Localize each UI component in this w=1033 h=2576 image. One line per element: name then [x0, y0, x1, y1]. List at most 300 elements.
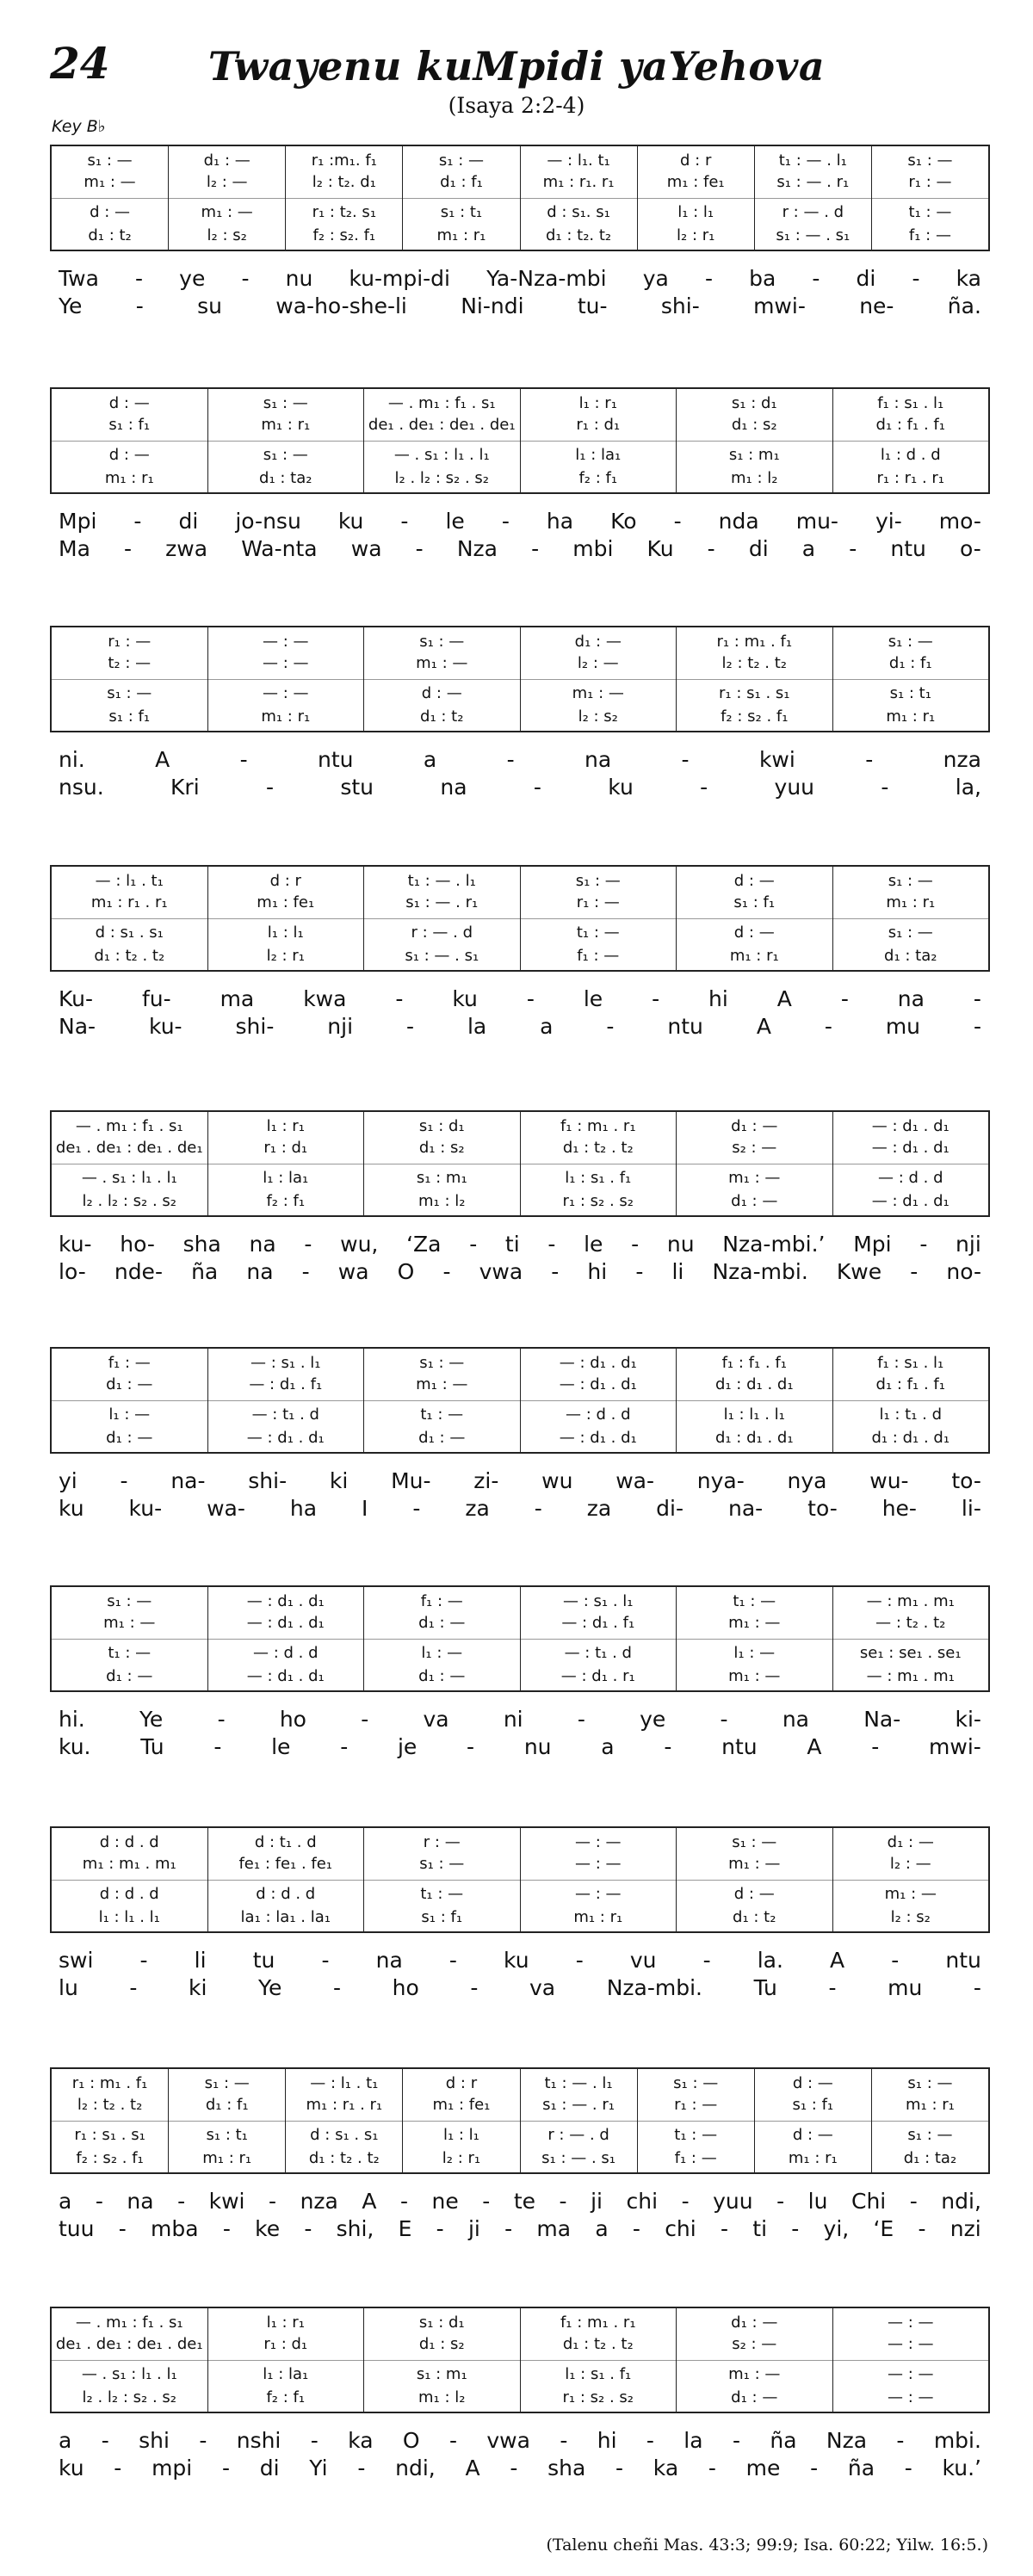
measure: [833, 2308, 989, 2412]
alto-notes: d₁ : f₁ . f₁: [875, 416, 945, 434]
alto-notes: — : d₁ . f₁: [561, 1614, 635, 1632]
lyric-syllable: di: [856, 266, 876, 291]
lyric-syllable: kwi: [208, 2189, 245, 2214]
lyric-syllable: A: [362, 2189, 377, 2214]
bass-notes: s₁ : — . s₁: [405, 947, 479, 965]
lyric-syllable: ña.: [947, 293, 981, 318]
bass-notes: f₂ : s₂. f₁: [312, 226, 376, 244]
lyric-line-verse-1: [59, 2188, 981, 2215]
bass-notes: f₁ : —: [674, 2149, 717, 2167]
soprano-notes: s₁ : —: [888, 872, 933, 890]
lyric-line-verse-1: [59, 1467, 981, 1495]
lyric-syllable: Wa-nta: [241, 536, 318, 561]
lyric-syllable: yi: [59, 1468, 77, 1493]
soprano-notes: — : d₁ . d₁: [871, 1117, 949, 1135]
bass-notes: l₂ . l₂ : s₂ . s₂: [394, 469, 489, 487]
lyric-syllable: ku-: [128, 1496, 163, 1521]
solfa-staff: [50, 865, 990, 972]
lyric-syllable: la: [684, 2428, 703, 2453]
tenor-notes: — : t₁ . d: [251, 1405, 319, 1424]
lyric-syllable: ‘Za: [406, 1232, 442, 1257]
measure: [638, 146, 755, 250]
lyric-syllable: ke: [255, 2216, 281, 2241]
lyric-syllable: -: [720, 1707, 728, 1732]
lyric-syllable: lu: [807, 2189, 828, 2214]
bass-notes: f₁ : —: [908, 226, 951, 244]
alto-notes: d₁ : s₂: [418, 2335, 465, 2353]
lyric-syllable: -: [442, 1259, 451, 1284]
lyric-line-verse-1: [59, 1706, 981, 1733]
alto-notes: s₂ : —: [732, 1139, 777, 1157]
bass-notes: d₁ : t₂. t₂: [545, 226, 612, 244]
lyric-syllable: tu-: [577, 293, 608, 318]
soprano-notes: — . m₁ : f₁ . s₁: [387, 394, 496, 412]
alto-notes: s₁ : f₁: [733, 893, 776, 911]
measure: [52, 2308, 208, 2412]
tenor-notes: d : —: [90, 203, 131, 221]
measure: [833, 867, 989, 970]
soprano-notes: — . m₁ : f₁ . s₁: [75, 1117, 183, 1135]
lyric-syllable: nshi: [236, 2428, 281, 2453]
alto-notes: s₁ : — . r₁: [405, 893, 479, 911]
lyric-syllable: -: [321, 1948, 330, 1973]
soprano-notes: d : —: [733, 872, 775, 890]
lyric-syllable: me: [745, 2456, 781, 2480]
soprano-notes: f₁ : m₁ . r₁: [560, 2313, 636, 2332]
lyric-syllable: tu: [252, 1948, 275, 1973]
tenor-notes: t₁ : —: [420, 1405, 464, 1424]
lyric-line-verse-1: [59, 265, 981, 293]
bass-notes: l₂ : r₁: [442, 2149, 481, 2167]
lyric-line-verse-2: [59, 1013, 981, 1041]
bass-notes: d₁ : ta₂: [903, 2149, 957, 2167]
lyric-line-verse-1: [59, 508, 981, 535]
lyric-syllable: Kwe: [836, 1259, 882, 1284]
solfa-staff: [50, 1110, 990, 1217]
lyric-syllable: -: [405, 1014, 414, 1039]
bass-notes: — : —: [887, 2388, 934, 2406]
bass-notes: la₁ : la₁ . la₁: [240, 1908, 331, 1926]
soprano-notes: s₁ : d₁: [418, 2313, 465, 2332]
lyric-syllable: -: [120, 1468, 128, 1493]
tenor-notes: l₁ : la₁: [263, 1169, 309, 1187]
lyric-syllable: na-: [170, 1468, 206, 1493]
lyric-syllable: -: [912, 266, 920, 291]
measure: [755, 2069, 872, 2172]
lyric-syllable: hi: [587, 1259, 608, 1284]
alto-notes: d₁ : s₂: [418, 1139, 465, 1157]
lyric-syllable: -: [732, 2428, 740, 2453]
lyric-syllable: ku: [337, 509, 364, 534]
lyric-syllable: na-: [727, 1496, 764, 1521]
tenor-notes: — : d . d: [877, 1169, 943, 1187]
soprano-notes: d₁ : —: [574, 633, 622, 651]
alto-notes: s₁ : f₁: [108, 416, 151, 434]
lyric-syllable: -: [526, 986, 535, 1011]
measure: [677, 1112, 833, 1215]
lyric-syllable: -: [129, 1975, 138, 2000]
alto-notes: l₂ : —: [577, 654, 619, 672]
measure: [872, 146, 988, 250]
bass-notes: r₁ : s₂ . s₂: [562, 2388, 634, 2406]
soprano-notes: s₁ : —: [732, 1833, 777, 1851]
lyric-syllable: A: [155, 747, 170, 772]
lyric-syllable: ji: [467, 2216, 480, 2241]
lyric-syllable: -: [652, 986, 660, 1011]
lyric-syllable: vu: [629, 1948, 657, 1973]
tenor-notes: l₁ : la₁: [263, 2365, 309, 2383]
bass-notes: s₁ : — . s₁: [776, 226, 851, 244]
measure: [52, 1828, 208, 1931]
lyric-syllable: Mu-: [391, 1468, 431, 1493]
lyric-syllable: Mpi: [853, 1232, 892, 1257]
lyric-syllable: -: [501, 509, 510, 534]
lyric-syllable: ti: [752, 2216, 768, 2241]
measure: [364, 1112, 521, 1215]
soprano-notes: — : d₁ . d₁: [246, 1592, 325, 1610]
lyric-syllable: di-: [656, 1496, 684, 1521]
alto-notes: m₁ : —: [103, 1614, 156, 1632]
alto-notes: d₁ : f₁ . f₁: [875, 1375, 945, 1393]
lyric-syllable: Ku-: [59, 986, 94, 1011]
soprano-notes: s₁ : —: [107, 1592, 152, 1610]
lyric-syllable: Ye: [59, 293, 83, 318]
soprano-notes: — . m₁ : f₁ . s₁: [75, 2313, 183, 2332]
lyric-syllable: mba: [151, 2216, 199, 2241]
bass-notes: r₁ : s₂ . s₂: [562, 1192, 634, 1210]
lyric-syllable: -: [910, 1259, 919, 1284]
lyric-syllable: chi: [665, 2216, 696, 2241]
lyric-syllable: Ma: [59, 536, 90, 561]
measure: [364, 867, 521, 970]
lyric-syllable: li: [671, 1259, 684, 1284]
lyric-syllable: -: [304, 1232, 312, 1257]
lyric-syllable: jo-nsu: [235, 509, 301, 534]
lyric-syllable: nsu.: [59, 775, 104, 800]
lyric-syllable: ntu: [318, 747, 354, 772]
tenor-notes: s₁ : —: [107, 684, 152, 702]
bass-notes: l₂ . l₂ : s₂ . s₂: [82, 1192, 176, 1210]
tenor-notes: l₁ : l₁: [267, 924, 304, 942]
lyric-syllable: shi-: [248, 1468, 288, 1493]
lyric-syllable: -: [531, 536, 540, 561]
measure: [521, 389, 677, 492]
tenor-notes: r : — . d: [411, 924, 473, 942]
bass-notes: — : d₁ . r₁: [560, 1667, 635, 1685]
lyric-syllable: chi: [626, 2189, 659, 2214]
alto-notes: m₁ : fe₁: [257, 893, 315, 911]
lyric-syllable: ka: [348, 2428, 374, 2453]
lyric-syllable: Ye: [139, 1707, 164, 1732]
alto-notes: t₂ : —: [108, 654, 152, 672]
bass-notes: m₁ : l₂: [731, 469, 778, 487]
bass-notes: l₂ : s₂: [578, 707, 618, 726]
soprano-notes: — : —: [574, 1833, 622, 1851]
lyric-syllable: -: [704, 266, 713, 291]
lyric-syllable: na: [246, 1259, 274, 1284]
lyric-line-verse-1: [59, 1947, 981, 1974]
lyric-syllable: wa-: [615, 1468, 654, 1493]
lyric-syllable: hi.: [59, 1707, 85, 1732]
soprano-notes: d₁ : —: [203, 151, 251, 170]
soprano-notes: r₁ : m₁ . f₁: [71, 2074, 148, 2092]
lyric-syllable: -: [840, 986, 849, 1011]
alto-notes: d₁ : —: [106, 1375, 153, 1393]
measure: [521, 146, 638, 250]
lyric-syllable: -: [412, 1496, 421, 1521]
alto-notes: — : d₁ . d₁: [559, 1375, 637, 1393]
bass-notes: m₁ : r₁: [202, 2149, 252, 2167]
lyric-syllable: va: [423, 1707, 449, 1732]
lyric-syllable: hi: [597, 2428, 617, 2453]
lyric-syllable: le: [584, 1232, 603, 1257]
lyric-syllable: wu-: [869, 1468, 909, 1493]
bass-notes: m₁ : r₁: [886, 707, 936, 726]
lyric-syllable: vwa: [486, 2428, 530, 2453]
tenor-notes: l₁ : l₁: [677, 203, 714, 221]
bass-notes: s₁ : — . s₁: [541, 2149, 615, 2167]
lyric-syllable: to-: [807, 1496, 838, 1521]
lyric-syllable: mu-: [795, 509, 838, 534]
bass-notes: l₁ : l₁ . l₁: [98, 1908, 160, 1926]
lyric-syllable: la.: [757, 1948, 783, 1973]
alto-notes: r₁ : —: [674, 2096, 718, 2114]
tenor-notes: l₁ : —: [733, 1644, 776, 1662]
lyric-syllable: Ye: [258, 1975, 282, 2000]
lyric-syllable: ki: [329, 1468, 349, 1493]
alto-notes: s₁ : — . r₁: [542, 2096, 615, 2114]
lyric-line-verse-2: [59, 535, 981, 563]
lyric-syllable: nu: [666, 1232, 695, 1257]
alto-notes: d₁ : s₂: [731, 416, 777, 434]
lyric-syllable: ku-mpi-di: [349, 266, 450, 291]
lyric-syllable: ho: [392, 1975, 419, 2000]
lyric-syllable: -: [213, 1734, 222, 1759]
scripture-reference: (Isaya 2:2-4): [448, 93, 585, 118]
song-number: 24: [50, 38, 110, 89]
bass-notes: d₁ : d₁ . d₁: [714, 1429, 794, 1447]
soprano-notes: s₁ : —: [204, 2074, 250, 2092]
bass-notes: m₁ : l₂: [418, 2388, 466, 2406]
lyric-syllable: Ku: [646, 536, 674, 561]
lyric-syllable: ku.’: [942, 2456, 981, 2480]
soprano-notes: d : d . d: [99, 1833, 159, 1851]
bass-notes: d₁ : d₁ . d₁: [871, 1429, 950, 1447]
lyric-syllable: na: [782, 1707, 809, 1732]
alto-notes: d₁ : —: [418, 1614, 466, 1632]
lyric-syllable: lo-: [59, 1259, 86, 1284]
bass-notes: f₁ : —: [577, 947, 620, 965]
bass-notes: — : m₁ . m₁: [866, 1667, 955, 1685]
lyric-syllable: -: [791, 2216, 800, 2241]
tenor-notes: — . s₁ : l₁ . l₁: [81, 2365, 177, 2383]
lyric-syllable: -: [849, 536, 857, 561]
bass-notes: d₁ : —: [106, 1667, 153, 1685]
measure: [364, 1587, 521, 1690]
tenor-notes: d : —: [733, 1885, 775, 1903]
lyric-syllable: ki-: [955, 1707, 981, 1732]
soprano-notes: t₁ : — . l₁: [544, 2074, 613, 2092]
lyric-syllable: -: [222, 2216, 231, 2241]
tenor-notes: — . s₁ : l₁ . l₁: [393, 446, 490, 464]
measure: [521, 1112, 677, 1215]
alto-notes: m₁ : —: [416, 1375, 468, 1393]
measure: [521, 2069, 638, 2172]
alto-notes: m₁ : —: [84, 173, 136, 191]
lyric-syllable: yuu: [774, 775, 815, 800]
solfa-staff: [50, 2307, 990, 2413]
lyric-syllable: nji: [327, 1014, 354, 1039]
tenor-notes: se₁ : se₁ . se₁: [859, 1644, 962, 1662]
tenor-notes: r₁ : t₂. s₁: [312, 203, 377, 221]
lyric-syllable: a: [423, 747, 437, 772]
alto-notes: d₁ : f₁: [888, 654, 932, 672]
soprano-notes: — : m₁ . m₁: [866, 1592, 955, 1610]
tenor-notes: t₁ : —: [576, 924, 620, 942]
bass-notes: r₁ : r₁ . r₁: [876, 469, 945, 487]
soprano-notes: t₁ : — . l₁: [407, 872, 476, 890]
lyric-syllable: -: [577, 1707, 585, 1732]
lyric-syllable: -: [304, 2216, 312, 2241]
lyric-syllable: to-: [951, 1468, 981, 1493]
soprano-notes: s₁ : —: [575, 872, 621, 890]
lyric-syllable: -: [95, 2189, 103, 2214]
measure: [677, 389, 833, 492]
measure: [755, 146, 872, 250]
lyric-syllable: -: [269, 2189, 277, 2214]
lyric-line-verse-1: [59, 2427, 981, 2455]
lyric-syllable: a: [801, 536, 816, 561]
lyric-syllable: -: [221, 2456, 230, 2480]
lyric-syllable: za: [465, 1496, 490, 1521]
lyric-syllable: -: [400, 509, 409, 534]
tenor-notes: d : d . d: [99, 1885, 159, 1903]
soprano-notes: f₁ : m₁ . r₁: [560, 1117, 636, 1135]
soprano-notes: r₁ : —: [108, 633, 152, 651]
lyric-line-verse-1: [59, 1231, 981, 1258]
lyric-syllable: -: [301, 1259, 310, 1284]
lyric-syllable: -: [239, 747, 248, 772]
measure: [52, 389, 208, 492]
tenor-notes: — : —: [262, 684, 309, 702]
tenor-notes: m₁ : —: [572, 684, 624, 702]
tenor-notes: — : d . d: [252, 1644, 319, 1662]
lyric-syllable: Ya-Nza-mbi: [486, 266, 607, 291]
soprano-notes: s₁ : —: [673, 2074, 719, 2092]
soprano-notes: d : —: [108, 394, 150, 412]
lyric-syllable: ku: [504, 1948, 529, 1973]
lyric-syllable: O: [402, 2428, 420, 2453]
lyric-syllable: ye: [640, 1707, 666, 1732]
measure: [677, 867, 833, 970]
tenor-notes: s₁ : m₁: [416, 1169, 467, 1187]
soprano-notes: d : —: [792, 2074, 833, 2092]
tenor-notes: t₁ : —: [908, 203, 952, 221]
lyric-syllable: -: [139, 1948, 148, 1973]
tenor-notes: — : t₁ . d: [564, 1644, 632, 1662]
solfa-staff: [50, 1347, 990, 1454]
lyric-syllable: A: [756, 1014, 771, 1039]
lyric-syllable: Nza-mbi.: [712, 1259, 808, 1284]
lyric-syllable: shi-: [235, 1014, 275, 1039]
alto-notes: de₁ . de₁ : de₁ . de₁: [368, 416, 516, 434]
lyric-syllable: -: [891, 1948, 900, 1973]
bass-notes: l₂ : s₂: [207, 226, 247, 244]
lyric-syllable: ne: [431, 2189, 459, 2214]
tenor-notes: t₁ : —: [420, 1885, 464, 1903]
bass-notes: — : d₁ . d₁: [246, 1667, 325, 1685]
alto-notes: d₁ : d₁ . d₁: [714, 1375, 794, 1393]
lyric-syllable: -: [340, 1734, 349, 1759]
tenor-notes: s₁ : —: [907, 2126, 953, 2144]
lyric-syllable: wa-ho-she-li: [275, 293, 407, 318]
soprano-notes: d : t₁ . d: [254, 1833, 317, 1851]
lyric-syllable: na: [897, 986, 925, 1011]
alto-notes: — : d₁ . d₁: [246, 1614, 325, 1632]
tenor-notes: — : —: [574, 1885, 622, 1903]
lyric-syllable: lu: [59, 1975, 78, 2000]
soprano-notes: d₁ : —: [731, 2313, 778, 2332]
lyric-syllable: na: [249, 1232, 276, 1257]
measure: [52, 2069, 169, 2172]
lyric-syllable: -: [681, 2189, 690, 2214]
soprano-notes: r₁ :m₁. f₁: [311, 151, 377, 170]
lyric-syllable: -: [469, 1232, 478, 1257]
lyric-syllable: -: [664, 1734, 672, 1759]
lyric-syllable: A: [776, 986, 792, 1011]
alto-notes: — : d₁ . f₁: [249, 1375, 323, 1393]
lyric-syllable: -: [673, 509, 682, 534]
lyric-syllable: ntu: [721, 1734, 758, 1759]
alto-notes: l₂ : —: [889, 1855, 931, 1873]
alto-notes: r₁ : d₁: [576, 416, 621, 434]
lyric-syllable: ku: [59, 2456, 84, 2480]
lyric-syllable: -: [646, 2428, 654, 2453]
bass-notes: m₁ : r₁: [104, 469, 154, 487]
lyric-syllable: -: [615, 2456, 624, 2480]
lyric-syllable: Chi: [851, 2189, 887, 2214]
alto-notes: s₁ : — . r₁: [776, 173, 850, 191]
measure: [521, 627, 677, 731]
bass-notes: m₁ : —: [728, 1667, 781, 1685]
lyric-line-verse-2: [59, 2455, 981, 2482]
lyric-syllable: Twa: [59, 266, 99, 291]
lyric-syllable: na: [375, 1948, 403, 1973]
alto-notes: s₂ : —: [732, 2335, 777, 2353]
alto-notes: d₁ : t₂ . t₂: [562, 2335, 634, 2353]
lyric-syllable: -: [415, 536, 424, 561]
lyric-syllable: le: [583, 986, 603, 1011]
lyric-syllable: fu-: [141, 986, 171, 1011]
lyric-line-verse-2: [59, 1974, 981, 2002]
soprano-notes: — : l₁ . t₁: [310, 2074, 379, 2092]
lyric-syllable: a: [59, 2428, 72, 2453]
bass-notes: d₁ : t₂ . t₂: [94, 947, 165, 965]
tenor-notes: r : — . d: [547, 2126, 609, 2144]
tenor-notes: t₁ : —: [108, 1644, 152, 1662]
lyric-syllable: tuu: [59, 2216, 95, 2241]
lyric-syllable: -: [217, 1707, 226, 1732]
alto-notes: de₁ . de₁ : de₁ . de₁: [55, 1139, 203, 1157]
lyric-syllable: -: [265, 775, 275, 800]
lyric-syllable: na: [585, 747, 612, 772]
measure: [833, 389, 989, 492]
measure: [208, 627, 365, 731]
measure: [169, 146, 286, 250]
lyric-syllable: la,: [955, 775, 981, 800]
lyric-syllable: shi-: [660, 293, 700, 318]
alto-notes: de₁ . de₁ : de₁ . de₁: [55, 2335, 203, 2353]
